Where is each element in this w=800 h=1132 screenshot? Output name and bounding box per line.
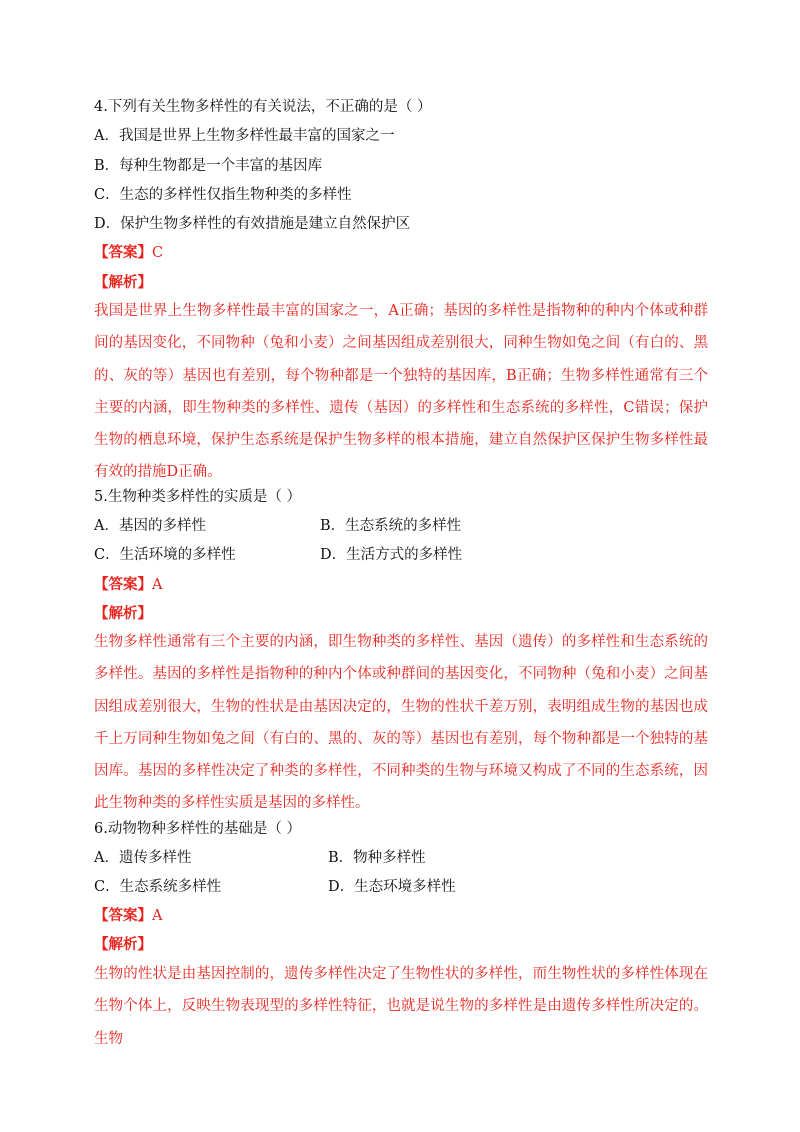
- q6-analysis-tag: 【解析】: [94, 936, 152, 953]
- q5-option-a: A．基因的多样性: [94, 518, 206, 534]
- q6-option-d: D．生态环境多样性: [328, 879, 456, 895]
- question-4: 4.下列有关生物多样性的有关说法，不正确的是（ ）: [94, 99, 432, 115]
- answer-value: A: [152, 577, 163, 593]
- q4-option-b: B．每种生物都是一个丰富的基因库: [94, 158, 323, 174]
- answer-tag: 【答案】: [94, 576, 152, 593]
- q5-answer: [94, 575, 162, 595]
- question-6: 6.动物物种多样性的基础是（ ）: [94, 821, 301, 837]
- answer-tag: 【答案】: [94, 907, 152, 924]
- q6-option-c: C．生态系统多样性: [94, 879, 222, 895]
- q4-answer: [94, 243, 163, 263]
- answer-value: A: [152, 908, 163, 924]
- q4-option-c: C．生态的多样性仅指生物种类的多样性: [94, 187, 352, 203]
- q6-option-a: A．遗传多样性: [94, 850, 192, 866]
- question-5: 5.生物种类多样性的实质是（ ）: [94, 489, 301, 505]
- q6-answer: [94, 906, 162, 926]
- q5-option-b: B．生态系统的多样性: [320, 518, 462, 534]
- q4-option-d: D．保护生物多样性的有效措施是建立自然保护区: [94, 216, 411, 232]
- q5-option-c: C．生活环境的多样性: [94, 547, 236, 563]
- q4-option-a: A．我国是世界上生物多样性最丰富的国家之一: [94, 128, 395, 144]
- q6-option-b: B．物种多样性: [328, 850, 426, 866]
- q4-analysis-tag: 【解析】: [94, 274, 152, 291]
- answer-value: C: [152, 245, 164, 261]
- q5-option-d: D．生活方式的多样性: [320, 547, 463, 563]
- q6-analysis-text: 生物的性状是由基因控制的，遗传多样性决定了生物性状的多样性，而生物性状的多样性体现在生物个体上，反映生物表现型的多样性特征，也就是说生物的多样性是由遗传多样性所决定的。生物: [94, 966, 708, 1047]
- q5-analysis-text: 生物多样性通常有三个主要的内涵，即生物种类的多样性、基因（遗传）的多样性和生态系统的多样性。基因的多样性是指物种的种内个体或种群间的基因变化，不同物种（兔和小麦）之间基因组成差别很大，生物的性状是由基因决定的，生物的性状千差万别，表明组成生物的基因也成千上万同种生物如兔之间（有白的、黑的、灰的等）基因也有差别，每个物种都是一个独特的基因库。基因的多样性决定了种类的多样性，不同种类的生物与环境又构成了不同的生态系统，因此生物种类的多样性实质是基因的多样性。: [94, 634, 708, 812]
- answer-tag: 【答案】: [94, 244, 152, 261]
- q4-analysis-text: 我国是世界上生物多样性最丰富的国家之一，A正确；基因的多样性是指物种的种内个体或种群间的基因变化，不同物种（兔和小麦）之间基因组成差别很大，同种生物如兔之间（有白的、黑的、灰的等）基因也有差别，每个物种都是一个独特的基因库，B正确；生物多样性通常有三个主要的内涵，即生物种类的多样性、遗传（基因）的多样性和生态系统的多样性，C错误；保护生物的栖息环境，保护生态系统是保护生物多样的根本措施，建立自然保护区保护生物多样性最有效的措施D正确。: [94, 303, 708, 481]
- q5-analysis-tag: 【解析】: [94, 605, 152, 622]
